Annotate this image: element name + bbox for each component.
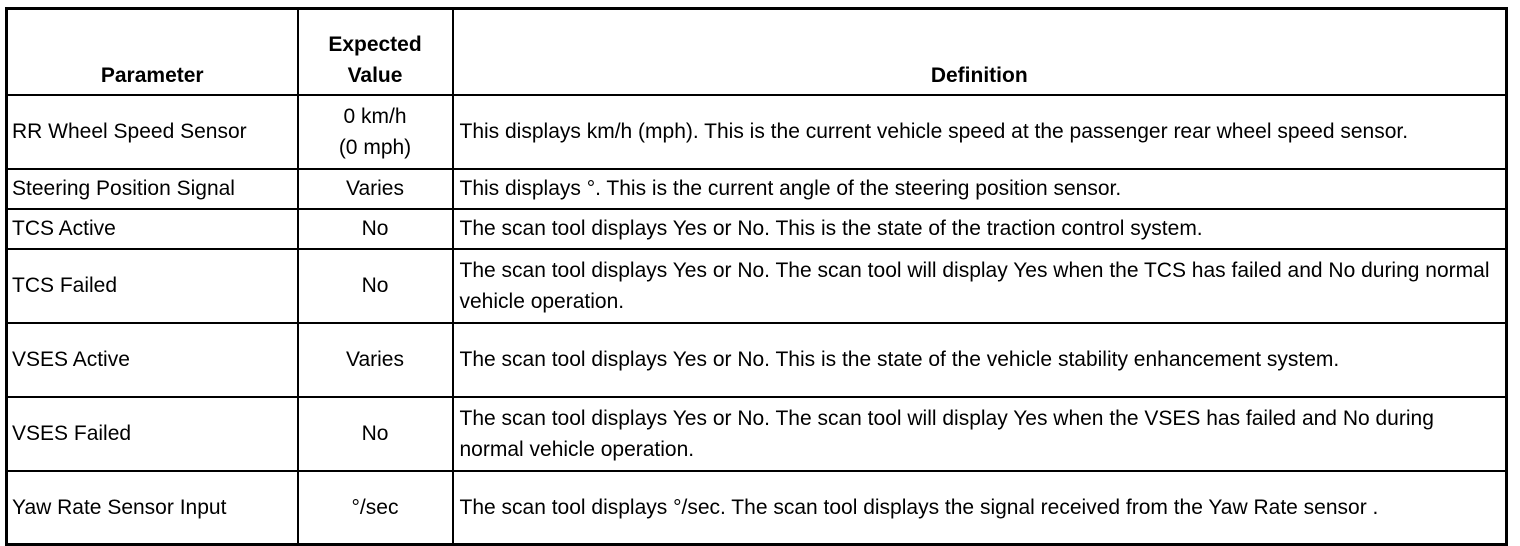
table-row bbox=[7, 169, 1507, 209]
header-expected-line2: Value bbox=[347, 63, 403, 87]
expected-value-cell: Varies bbox=[298, 323, 453, 397]
header-parameter: Parameter bbox=[7, 9, 298, 95]
expected-value-line2: (0 mph) bbox=[338, 135, 412, 159]
table-row bbox=[7, 209, 1507, 249]
expected-value-cell: No bbox=[298, 249, 453, 323]
expected-value-cell: Varies bbox=[298, 169, 453, 209]
parameter-cell: VSES Failed bbox=[7, 397, 298, 471]
header-expected-value bbox=[298, 9, 453, 95]
table-row bbox=[7, 397, 1507, 471]
definition-cell: The scan tool displays °/sec. The scan tool displays the signal received from the Yaw Rate sensor . bbox=[453, 471, 1507, 545]
expected-value-cell bbox=[298, 95, 453, 169]
header-definition: Definition bbox=[453, 9, 1507, 95]
parameter-cell: TCS Active bbox=[7, 209, 298, 249]
definition-cell: The scan tool displays Yes or No. This is the state of the traction control system. bbox=[453, 209, 1507, 249]
table-row bbox=[7, 471, 1507, 545]
parameter-cell: RR Wheel Speed Sensor bbox=[7, 95, 298, 169]
definition-cell: This displays km/h (mph). This is the current vehicle speed at the passenger rear wheel speed sensor. bbox=[453, 95, 1507, 169]
parameter-cell: TCS Failed bbox=[7, 249, 298, 323]
parameter-cell: VSES Active bbox=[7, 323, 298, 397]
definition-cell: The scan tool displays Yes or No. This is the state of the vehicle stability enhancement system. bbox=[453, 323, 1507, 397]
table-row bbox=[7, 249, 1507, 323]
parameter-table bbox=[5, 7, 1508, 546]
parameter-cell: Yaw Rate Sensor Input bbox=[7, 471, 298, 545]
header-expected-line1: Expected bbox=[328, 32, 422, 56]
expected-value-line1: 0 km/h bbox=[343, 104, 407, 128]
expected-value-cell: No bbox=[298, 209, 453, 249]
header-row bbox=[7, 9, 1507, 95]
definition-cell: This displays °. This is the current angle of the steering position sensor. bbox=[453, 169, 1507, 209]
parameter-cell: Steering Position Signal bbox=[7, 169, 298, 209]
expected-value-cell: No bbox=[298, 397, 453, 471]
table-row bbox=[7, 323, 1507, 397]
definition-cell: The scan tool displays Yes or No. The scan tool will display Yes when the VSES has failed and No during normal vehicle operation. bbox=[453, 397, 1507, 471]
expected-value-cell: °/sec bbox=[298, 471, 453, 545]
definition-cell: The scan tool displays Yes or No. The scan tool will display Yes when the TCS has failed and No during normal vehicle operation. bbox=[453, 249, 1507, 323]
table-row bbox=[7, 95, 1507, 169]
